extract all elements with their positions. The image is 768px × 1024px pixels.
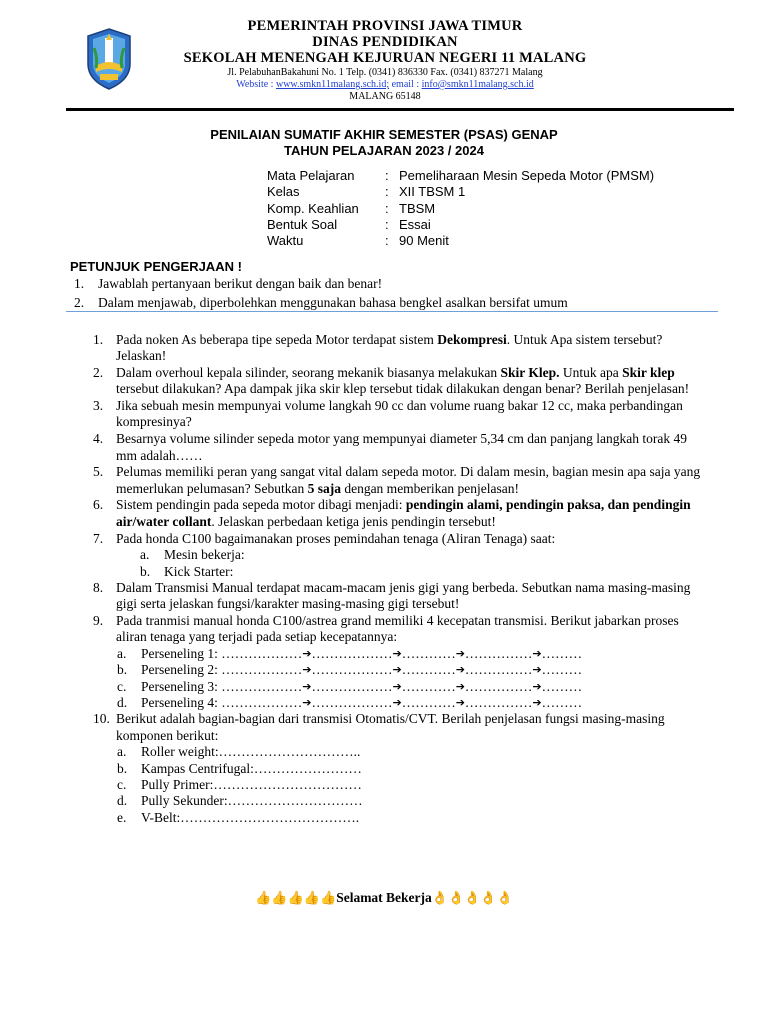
meta-key: Kelas	[267, 184, 300, 200]
question-10-sub-c: c. Pully Primer:……………………………	[117, 777, 362, 793]
arrow-icon: ➔	[302, 647, 312, 661]
question-list	[93, 332, 703, 826]
meta-value: XII TBSM 1	[399, 184, 466, 200]
meta-key: Komp. Keahlian	[267, 200, 359, 216]
school-address: Jl. PelabuhanBakahuni No. 1 Telp. (0341) 836330 Fax. (0341) 837271 Malang	[227, 67, 543, 78]
question-8: 8. Dalam Transmisi Manual terdapat macam-macam jenis gigi yang berbeda. Sebutkan nama masing-masing gigi serta jelaskan fungsi/karakter masing-masing gigi tersebut!	[93, 579, 691, 612]
meta-key: Bentuk Soal	[267, 216, 338, 232]
meta-key: Mata Pelajaran	[267, 168, 355, 183]
meta-key: Waktu	[267, 233, 304, 249]
closing-text: Selamat Bekerja	[336, 890, 432, 905]
exam-title	[0, 127, 768, 159]
meta-value: 90 Menit	[399, 233, 449, 249]
question-9-sub-b: b. Perseneling 2: ……………… ➔ ……………… ➔ ………… ➔ …………… ➔ ………	[117, 662, 583, 678]
thumbs-up-icon: 👍👍👍👍👍	[255, 891, 337, 906]
arrow-icon: ➔	[455, 696, 465, 710]
question-9: 9. Pada tranmisi manual honda C100/astrea grand memiliki 4 kecepatan transmisi. Berikut jabarkan proses aliran tenaga yang terjadi pada setiap kecepatannya:	[93, 613, 679, 645]
arrow-icon: ➔	[455, 679, 465, 693]
contact-line	[150, 79, 620, 91]
question-10-sub-e: e. V-Belt:………………………………….	[117, 809, 360, 825]
question-7-sub-b: b. Kick Starter:	[140, 563, 234, 579]
meta-row: Mata Pelajaran : Pemeliharaan Mesin Sepeda Motor (PMSM)	[267, 168, 655, 183]
question-9-sub-d: d. Perseneling 4: ……………… ➔ ……………… ➔ ………… ➔ …………… ➔ ………	[117, 695, 583, 711]
question-4: 4. Besarnya volume silinder sepeda motor yang mempunyai diameter 5,34 cm dan panjang langkah torak 49 mm adalah……	[93, 431, 687, 463]
question-5: 5. Pelumas memiliki peran yang sangat vital dalam sepeda motor. Di dalam mesin, bagian mesin apa saja yang memerlukan pelumasan? Sebutkan 5 saja dengan memberikan penjelasan!	[93, 464, 701, 496]
question-10: 10. Berikut adalah bagian-bagian dari transmisi Otomatis/CVT. Berilah penjelasan fungsi masing-masing komponen berikut:	[93, 711, 665, 743]
arrow-icon: ➔	[532, 647, 542, 661]
question-9-sub-a: a. Perseneling 1: ……………… ➔ ……………… ➔ ………… ➔ …………… ➔ ………	[117, 646, 583, 662]
letterhead	[150, 18, 620, 103]
meta-value: TBSM	[399, 200, 436, 216]
exam-title-line2: TAHUN PELAJARAN 2023 / 2024	[284, 143, 484, 158]
instructions-heading: PETUNJUK PENGERJAAN !	[70, 259, 242, 274]
instruction-item: 2. Dalam menjawab, diperbolehkan menggunakan bahasa bengkel asalkan bersifat umum	[74, 295, 568, 310]
arrow-icon: ➔	[302, 696, 312, 710]
meta-row: Kelas : XII TBSM 1	[267, 184, 466, 200]
arrow-icon: ➔	[392, 696, 402, 710]
website-label: Website :	[236, 79, 276, 90]
email-label: email :	[389, 79, 422, 90]
instructions-list	[74, 274, 568, 312]
question-7: 7. Pada honda C100 bagaimanakan proses pemindahan tenaga (Aliran Tenaga) saat:	[93, 530, 556, 546]
city-postcode: MALANG 65148	[349, 91, 421, 102]
jatim-crest-logo	[86, 28, 132, 90]
letterhead-divider	[66, 108, 734, 111]
question-10-sub-a: a. Roller weight:…………………………..	[117, 744, 361, 760]
arrow-icon: ➔	[532, 663, 542, 677]
arrow-icon: ➔	[455, 663, 465, 677]
website-link[interactable]: www.smkn11malang.sch.id;	[275, 79, 390, 90]
arrow-icon: ➔	[532, 696, 542, 710]
question-2: 2. Dalam overhoul kepala silinder, seorang mekanik biasanya melakukan Skir Klep. Untuk apa Skir klep tersebut dilakukan? Apa dampak jika skir klep tersebut tidak dilakukan dengan benar? Berilah penjelasan!	[93, 365, 690, 397]
meta-row: Waktu : 90 Menit	[267, 233, 449, 249]
gov-name: PEMERINTAH PROVINSI JAWA TIMUR	[247, 18, 523, 34]
arrow-icon: ➔	[455, 647, 465, 661]
question-10-sub-b: b. Kampas Centrifugal:……………………	[117, 760, 362, 776]
question-7-sub-a: a. Mesin bekerja:	[140, 547, 245, 563]
meta-value: Pemeliharaan Mesin Sepeda Motor (PMSM)	[399, 168, 655, 183]
exam-title-line1: PENILAIAN SUMATIF AKHIR SEMESTER (PSAS) GENAP	[210, 127, 558, 142]
department-name: DINAS PENDIDIKAN	[312, 34, 458, 50]
arrow-icon: ➔	[302, 663, 312, 677]
email-link[interactable]: info@smkn11malang.sch.id	[421, 79, 534, 90]
arrow-icon: ➔	[392, 647, 402, 661]
exam-meta	[267, 168, 654, 249]
ok-hand-icon: 👌👌👌👌👌	[431, 891, 513, 906]
closing-greeting	[0, 890, 768, 906]
instruction-item: 1. Jawablah pertanyaan berikut dengan baik dan benar!	[74, 276, 383, 291]
question-6: 6. Sistem pendingin pada sepeda motor dibagi menjadi: pendingin alami, pendingin paksa, dan pendingin air/water collant. Jelaskan perbedaan ketiga jenis pendingin tersebut!	[93, 497, 691, 529]
arrow-icon: ➔	[532, 679, 542, 693]
meta-row: Bentuk Soal : Essai	[267, 216, 431, 232]
arrow-icon: ➔	[392, 679, 402, 693]
instructions-divider	[66, 311, 718, 312]
question-9-sub-c: c. Perseneling 3: ……………… ➔ ……………… ➔ ………… ➔ …………… ➔ ………	[117, 678, 583, 694]
question-3: 3. Jika sebuah mesin mempunyai volume langkah 90 cc dan volume ruang bakar 12 cc, maka perbandingan kompresinya?	[93, 398, 683, 430]
school-name: SEKOLAH MENENGAH KEJURUAN NEGERI 11 MALANG	[183, 50, 587, 66]
meta-value: Essai	[399, 216, 431, 232]
arrow-icon: ➔	[302, 679, 312, 693]
arrow-icon: ➔	[392, 663, 402, 677]
meta-row: Komp. Keahlian : TBSM	[267, 200, 436, 216]
question-1: 1. Pada noken As beberapa tipe sepeda Motor terdapat sistem Dekompresi. Untuk Apa sistem tersebut? Jelaskan!	[93, 332, 663, 364]
question-10-sub-d: d. Pully Sekunder:…………………………	[117, 793, 363, 809]
